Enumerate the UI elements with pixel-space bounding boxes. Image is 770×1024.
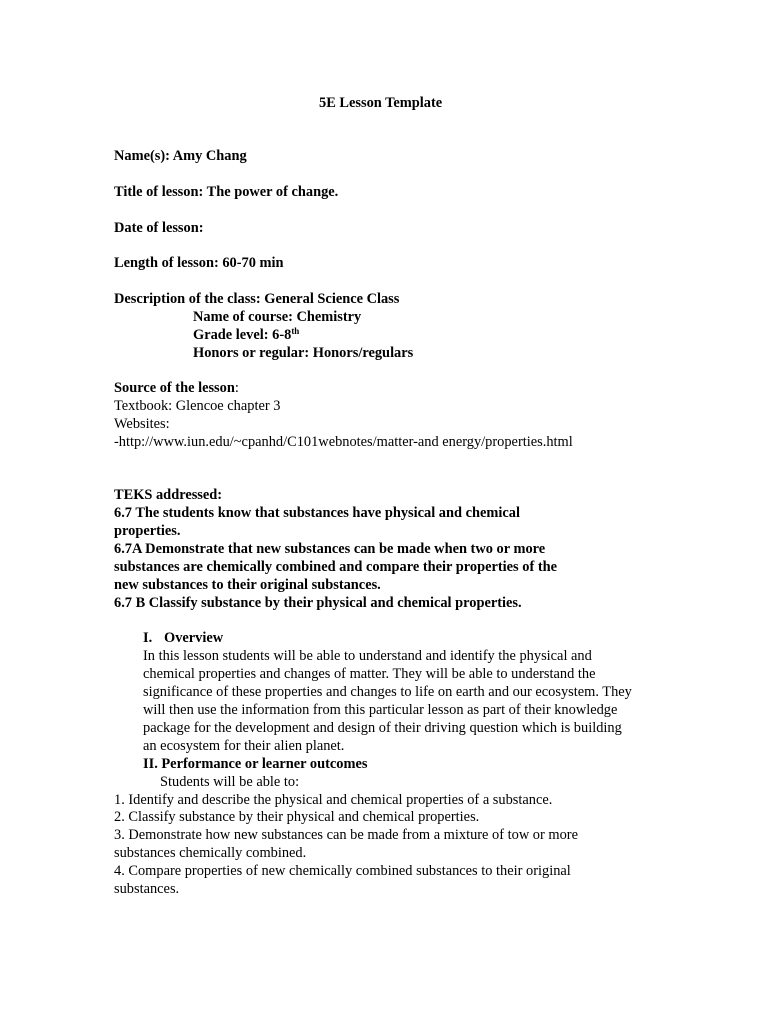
document-title: 5E Lesson Template bbox=[319, 95, 443, 111]
overview-line: In this lesson students will be able to understand and identify the physical and bbox=[143, 648, 592, 664]
textbook-source: Textbook: Glencoe chapter 3 bbox=[114, 398, 281, 414]
overview-line: package for the development and design of their driving question which is building bbox=[143, 720, 622, 736]
honors-field: Honors or regular: Honors/regulars bbox=[193, 345, 414, 361]
website-url: -http://www.iun.edu/~cpanhd/C101webnotes/matter-and energy/properties.html bbox=[114, 434, 573, 450]
outcome-item: substances. bbox=[114, 881, 180, 897]
course-name: Name of course: Chemistry bbox=[193, 309, 362, 325]
source-heading bbox=[114, 379, 239, 397]
outcome-item: 4. Compare properties of new chemically combined substances to their original bbox=[114, 863, 571, 879]
lesson-title-field: Title of lesson: The power of change. bbox=[114, 184, 339, 200]
overview-heading: Overview bbox=[164, 630, 224, 646]
length-field: Length of lesson: 60-70 min bbox=[114, 255, 284, 271]
teks-line: new substances to their original substances. bbox=[114, 577, 381, 593]
teks-line: 6.7 The students know that substances have physical and chemical bbox=[114, 505, 520, 521]
overview-line: chemical properties and changes of matter. They will be able to understand the bbox=[143, 666, 596, 682]
grade-level bbox=[193, 326, 299, 345]
teks-heading: TEKS addressed: bbox=[114, 487, 223, 503]
teks-line: properties. bbox=[114, 523, 181, 539]
outcomes-heading: II. Performance or learner outcomes bbox=[143, 756, 368, 772]
overview-number: I. bbox=[143, 630, 153, 646]
names-field: Name(s): Amy Chang bbox=[114, 148, 247, 164]
teks-line: 6.7 B Classify substance by their physical and chemical properties. bbox=[114, 595, 522, 611]
overview-line: will then use the information from this particular lesson as part of their knowledge bbox=[143, 702, 618, 718]
grade-level-text: Grade level: 6-8 bbox=[193, 327, 292, 343]
outcomes-intro: Students will be able to: bbox=[160, 774, 300, 790]
websites-label: Websites: bbox=[114, 416, 170, 432]
teks-line: substances are chemically combined and compare their properties of the bbox=[114, 559, 558, 575]
teks-line: 6.7A Demonstrate that new substances can be made when two or more bbox=[114, 541, 546, 557]
overview-line: significance of these properties and changes to life on earth and our ecosystem. They bbox=[143, 684, 632, 700]
grade-level-superscript: th bbox=[291, 326, 300, 336]
outcome-item: substances chemically combined. bbox=[114, 845, 307, 861]
source-heading-text: Source of the lesson bbox=[114, 380, 235, 396]
outcome-item: 1. Identify and describe the physical and chemical properties of a substance. bbox=[114, 792, 553, 808]
outcome-item: 2. Classify substance by their physical and chemical properties. bbox=[114, 809, 480, 825]
overview-line: an ecosystem for their alien planet. bbox=[143, 738, 345, 754]
source-heading-colon: : bbox=[234, 380, 239, 396]
date-field: Date of lesson: bbox=[114, 220, 204, 236]
outcome-item: 3. Demonstrate how new substances can be made from a mixture of tow or more bbox=[114, 827, 578, 843]
class-description: Description of the class: General Science Class bbox=[114, 291, 400, 307]
